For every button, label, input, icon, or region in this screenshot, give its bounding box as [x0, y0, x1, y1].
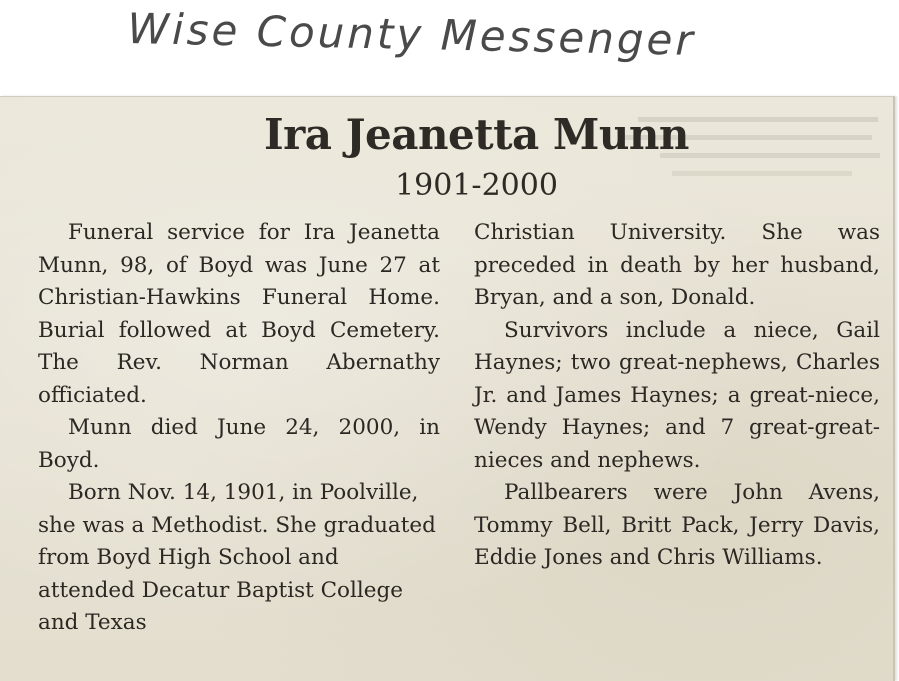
obituary-paragraph-survivors: Survivors include a niece, Gail Haynes; two great-nephews, Charles Jr. and James Haynes; a great-niece, Wendy Haynes; and 7 great-great-nieces and nephews. [474, 317, 880, 473]
obituary-paragraph-death: Munn died June 24, 2000, in Boyd. [38, 415, 440, 473]
obituary-years: 1901-2000 [395, 168, 558, 203]
obituary-paragraph-funeral: Funeral service for Ira Jeanetta Munn, 98, of Boyd was June 27 at Christian-Hawkins Funeral Home. Burial followed at Boyd Cemetery. The Rev. Norman Abernathy officiated. [38, 220, 440, 408]
obituary-paragraph-birth-continued: Christian University. She was preceded in death by her husband, Bryan, and a son, Donald. [474, 220, 880, 310]
obituary-column-left [38, 217, 440, 640]
handwritten-newspaper-name: Wise County Messenger [126, 4, 697, 65]
obituary-paragraph-pallbearers: Pallbearers were John Avens, Tommy Bell, Britt Pack, Jerry Davis, Eddie Jones and Chris Williams. [474, 480, 880, 570]
newspaper-clipping [0, 96, 895, 681]
obituary-headline: Ira Jeanetta Munn [264, 110, 689, 159]
obituary-paragraph-birth: Born Nov. 14, 1901, in Poolville, she was a Methodist. She graduated from Boyd High School and attended Decatur Baptist College and Texas [38, 480, 436, 635]
obituary-column-right [474, 217, 880, 575]
